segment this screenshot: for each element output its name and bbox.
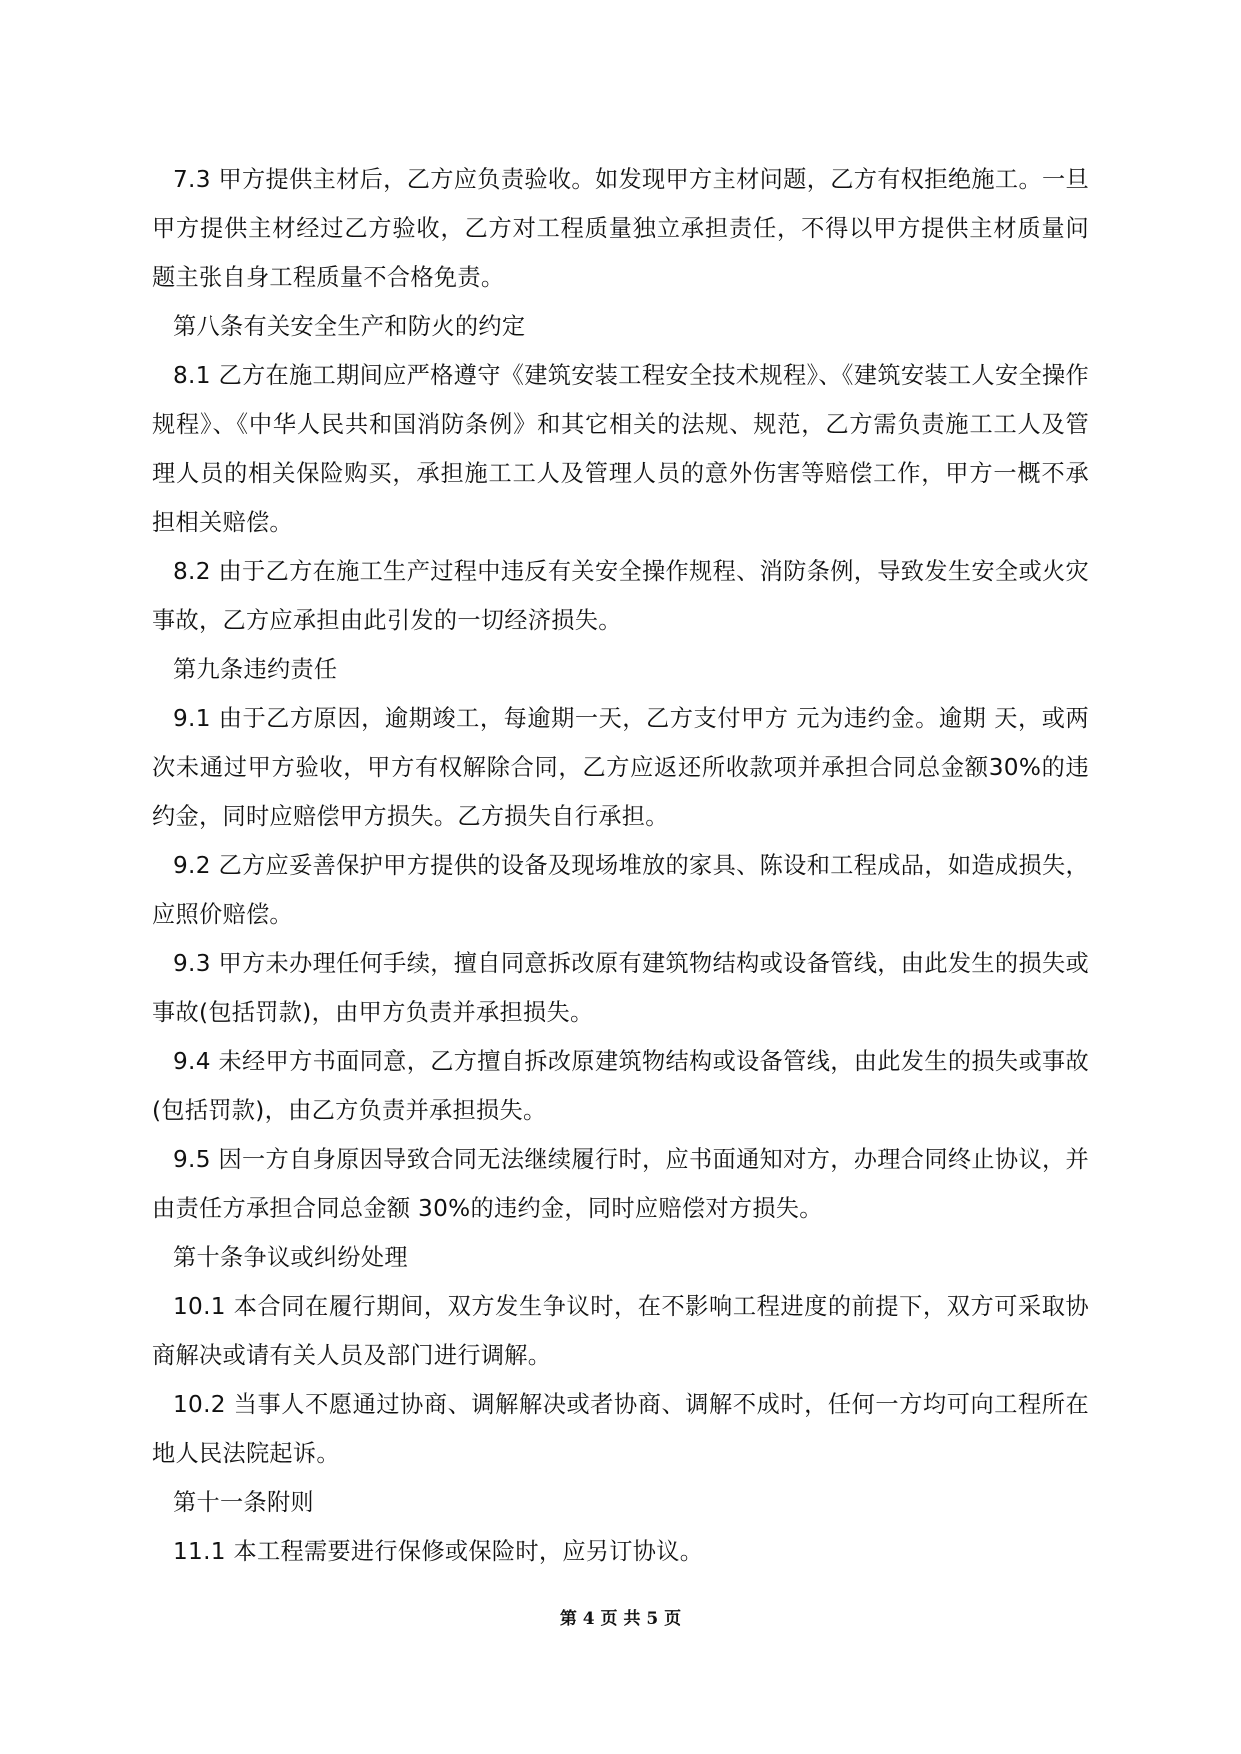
clause-11-1: 11.1 本工程需要进行保修或保险时，应另订协议。 xyxy=(173,1538,704,1565)
clause-9-5: 9.5 因一方自身原因导致合同无法继续履行时，应书面通知对方，办理合同终止协议，并由责任方承担合同总金额 30%的违约金，同时应赔偿对方损失。 xyxy=(152,1146,1089,1222)
contract-body xyxy=(152,155,1089,1576)
clause-7-3: 7.3 甲方提供主材后，乙方应负责验收。如发现甲方主材问题，乙方有权拒绝施工。一旦甲方提供主材经过乙方验收，乙方对工程质量独立承担责任，不得以甲方提供主材质量问题主张自身工程质量不合格免责。 xyxy=(152,166,1089,291)
clause-9-3: 9.3 甲方未办理任何手续，擅自同意拆改原有建筑物结构或设备管线，由此发生的损失或事故(包括罚款)，由甲方负责并承担损失。 xyxy=(152,950,1089,1026)
page-number-footer: 第 4 页 共 5 页 xyxy=(559,1609,682,1629)
clause-9-2: 9.2 乙方应妥善保护甲方提供的设备及现场堆放的家具、陈设和工程成品，如造成损失，应照价赔偿。 xyxy=(152,852,1089,928)
article-8-heading: 第八条有关安全生产和防火的约定 xyxy=(173,313,526,340)
clause-8-1: 8.1 乙方在施工期间应严格遵守《建筑安装工程安全技术规程》、《建筑安装工人安全操作规程》、《中华人民共和国消防条例》和其它相关的法规、规范，乙方需负责施工工人及管理人员的相关保险购买，承担施工工人及管理人员的意外伤害等赔偿工作，甲方一概不承担相关赔偿。 xyxy=(152,362,1089,536)
clause-10-2: 10.2 当事人不愿通过协商、调解解决或者协商、调解不成时，任何一方均可向工程所在地人民法院起诉。 xyxy=(152,1391,1089,1467)
clause-9-1: 9.1 由于乙方原因，逾期竣工，每逾期一天，乙方支付甲方 元为违约金。逾期 天，或两次未通过甲方验收，甲方有权解除合同，乙方应返还所收款项并承担合同总金额30%的违约金，同时应赔偿甲方损失。乙方损失自行承担。 xyxy=(152,705,1089,830)
article-11-heading: 第十一条附则 xyxy=(173,1489,314,1516)
article-10-heading: 第十条争议或纠纷处理 xyxy=(173,1244,408,1271)
clause-10-1: 10.1 本合同在履行期间，双方发生争议时，在不影响工程进度的前提下，双方可采取协商解决或请有关人员及部门进行调解。 xyxy=(152,1293,1089,1369)
clause-8-2: 8.2 由于乙方在施工生产过程中违反有关安全操作规程、消防条例，导致发生安全或火灾事故，乙方应承担由此引发的一切经济损失。 xyxy=(152,558,1089,634)
clause-9-4: 9.4 未经甲方书面同意，乙方擅自拆改原建筑物结构或设备管线，由此发生的损失或事故(包括罚款)，由乙方负责并承担损失。 xyxy=(152,1048,1089,1124)
article-9-heading: 第九条违约责任 xyxy=(173,656,338,683)
